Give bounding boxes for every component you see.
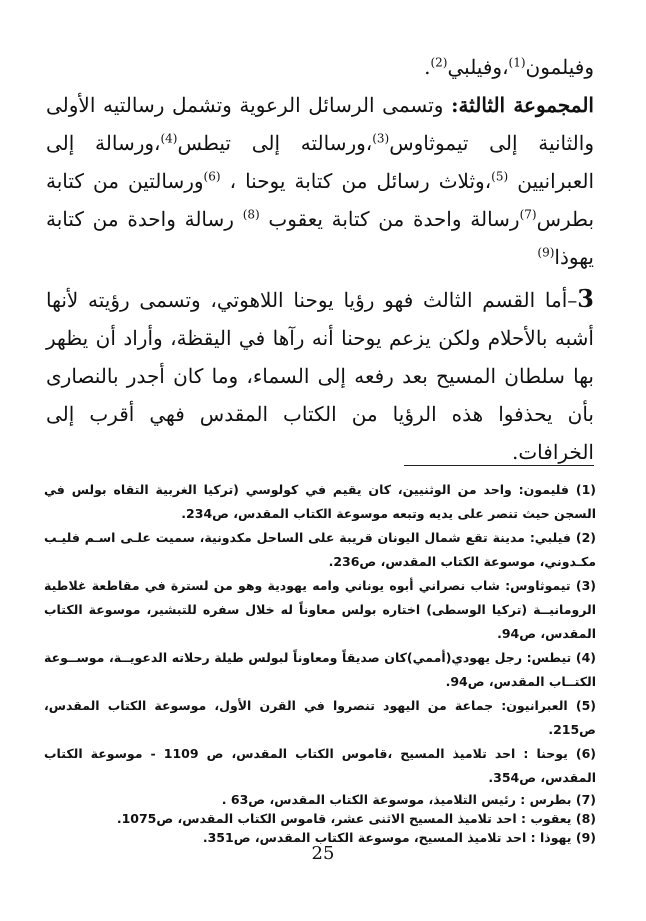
- footnote-item: [44, 574, 596, 646]
- footnote-text: العبرانيون: جماعة من اليهود تنصروا في القرن الأول، موسوعة الكتاب المقدس، ص215.: [44, 698, 596, 737]
- footnote-item: [44, 809, 596, 828]
- footnote-item: [44, 646, 596, 694]
- text-segment: ،ورسالة إلى العبرانيين: [46, 131, 595, 193]
- page-number: 25: [311, 843, 335, 864]
- footnote-item: [44, 526, 596, 574]
- text-segment: ورسالتين من كتابة بطرس: [46, 169, 595, 231]
- footnote-text: تيموثاوس: شاب نصراني أبوه يوناني وامه يهودية وهو من لسترة في مقاطعة غلاطية الرومانيــة (تركيا الوسطى) اختاره بولس معاوناً له خلال سفره للتبشير، موسوعة الكتاب المقدس، ص94.: [44, 578, 596, 641]
- footnote-ref-8: (8): [242, 207, 260, 222]
- text-segment: رسالة واحدة من كتابة يهوذا: [46, 207, 594, 269]
- footnote-ref-1: (1): [508, 55, 526, 70]
- footnote-text: بطرس : رئيس التلاميذ، موسوعة الكتاب المقدس، ص63 .: [221, 792, 572, 807]
- footnote-text: فيلبي: مدينة تقع شمال اليونان قريبة على الساحل مكدونية، سميت علـى اسـم فليـب مكـدوني، موسوعة الكتاب المقدس، ص236.: [44, 530, 596, 569]
- section-number: 3: [577, 284, 594, 313]
- footnote-ref-6: (6): [203, 169, 221, 184]
- footnote-item: [44, 790, 596, 809]
- footnote-item: [44, 694, 596, 742]
- footnote-number: (2): [575, 530, 596, 545]
- footnote-number: (7): [575, 792, 596, 807]
- footnote-text: يهوذا : احد تلاميذ المسيح، موسوعة الكتاب المقدس، ص351.: [202, 830, 572, 845]
- text-segment: وتسمى الرسائل الرعوية وتشمل رسالتيه الأولى والثانية إلى تيموثاوس: [46, 93, 594, 155]
- footnote-text: يعقوب : احد تلاميذ المسيح الاثنى عشر، قاموس الكتاب المقدس، ص1075.: [116, 811, 572, 826]
- footnote-number: (1): [575, 482, 596, 497]
- footnote-divider: [404, 465, 594, 466]
- footnote-ref-2: (2): [430, 55, 448, 70]
- footnote-number: (8): [575, 811, 596, 826]
- text-segment: –أما القسم الثالث فهو رؤيا يوحنا اللاهوتي، وتسمى رؤيته لأنها أشبه بالأحلام ولكن يزعم يوحنا أنه رآها في اليقظة، وأراد أن يظهر بها سلطان المسيح بعد رفعه إلى السماء، وما كان أجدر بالنصارى بأن يحذفوا هذه الرؤيا من الكتاب المقدس فهي أقرب إلى الخرافات.: [46, 288, 594, 464]
- text-segment: ،ورسالته إلى تيطس: [177, 131, 373, 155]
- footnote-number: (3): [575, 578, 596, 593]
- group-heading: المجموعة الثالثة:: [451, 93, 594, 117]
- footnote-ref-9: (9): [537, 245, 555, 260]
- text-segment: وفيلمون: [525, 55, 594, 79]
- text-segment: .: [424, 55, 431, 79]
- footnote-item: [44, 478, 596, 526]
- footnote-text: تيطس: رجل يهودي(أممي)كان صديقاً ومعاوناً لبولس طيلة رحلاته الدعويــة، موســوعة الكتــاب المقدس، ص94.: [44, 650, 596, 689]
- footnote-number: (6): [575, 746, 596, 761]
- paragraph-continuation: [46, 48, 594, 86]
- footnote-number: (4): [575, 650, 596, 665]
- footnote-item: [44, 742, 596, 790]
- footnote-text: يوحنا : احد تلاميذ المسيح ،قاموس الكتاب المقدس، ص 1109 - موسوعة الكتاب المقدس، ص354.: [44, 746, 596, 785]
- footnote-text: فليمون: واحد من الوثنيين، كان يقيم في كولوسي (تركيا الغربية التقاه بولس في السجن حيث تنصر على يديه وتبعه موسوعة الكتاب المقدس، ص234.: [44, 482, 596, 521]
- text-segment: رسالة واحدة من كتابة يعقوب: [259, 207, 520, 231]
- footnote-ref-5: (5): [491, 169, 509, 184]
- text-segment: ،وثلاث رسائل من كتابة يوحنا ،: [220, 169, 492, 193]
- footnotes-section: [44, 478, 596, 847]
- paragraph-third-section: [46, 280, 594, 471]
- footnote-ref-4: (4): [160, 131, 178, 146]
- footnote-number: (5): [575, 698, 596, 713]
- text-segment: ،وفيلبي: [447, 55, 509, 79]
- footnote-ref-3: (3): [372, 131, 390, 146]
- footnote-number: (9): [575, 830, 596, 845]
- paragraph-third-group: [46, 86, 594, 276]
- footnote-ref-7: (7): [519, 207, 537, 222]
